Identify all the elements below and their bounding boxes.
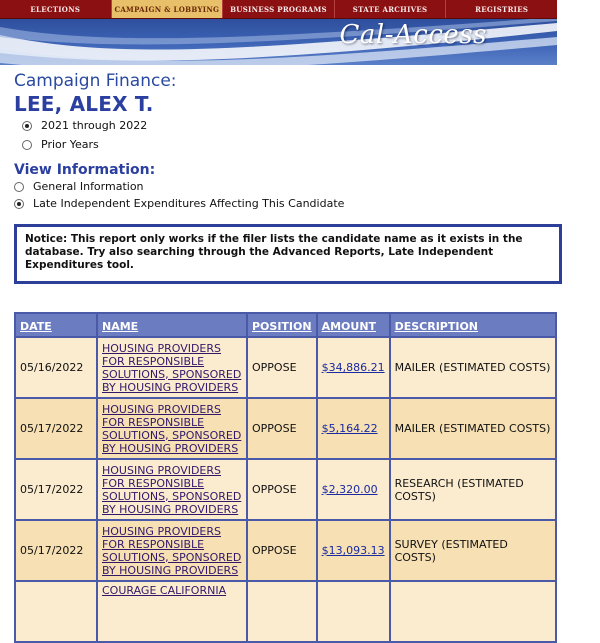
position-cell: OPPOSE [248, 460, 316, 519]
view-information-heading: View Information: [14, 162, 156, 178]
date-cell [16, 582, 96, 641]
amount-link[interactable]: $2,320.00 [321, 483, 378, 496]
table-row [16, 338, 555, 397]
amount-cell [318, 460, 389, 519]
amount-cell [318, 521, 389, 580]
table-row [16, 582, 555, 641]
expenditures-table [14, 312, 557, 643]
period-option-prior[interactable] [22, 135, 557, 154]
view-option-late-ie[interactable] [14, 195, 557, 212]
date-cell: 05/17/2022 [16, 399, 96, 458]
amount-cell [318, 399, 389, 458]
radio-icon[interactable] [14, 199, 24, 209]
period-label: Prior Years [41, 138, 99, 151]
description-cell: SURVEY (ESTIMATED COSTS) [391, 521, 555, 580]
view-selector [14, 178, 557, 212]
name-cell [98, 338, 246, 397]
name-cell [98, 399, 246, 458]
top-navigation [0, 0, 557, 19]
filer-name-link[interactable]: HOUSING PROVIDERS FOR RESPONSIBLE SOLUTIONS, SPONSORED BY HOUSING PROVIDERS [102, 463, 242, 516]
date-cell: 05/17/2022 [16, 521, 96, 580]
position-cell: OPPOSE [248, 399, 316, 458]
nav-tab-business-programs[interactable]: BUSINESS PROGRAMS [223, 0, 335, 18]
nav-tab-campaign-lobbying[interactable]: CAMPAIGN & LOBBYING [112, 0, 224, 18]
radio-icon[interactable] [22, 121, 32, 131]
candidate-name: LEE, ALEX T. [14, 92, 154, 116]
period-label: 2021 through 2022 [41, 119, 148, 132]
name-cell [98, 521, 246, 580]
table-header-row [16, 314, 555, 336]
date-cell: 05/16/2022 [16, 338, 96, 397]
column-header-name[interactable]: NAME [98, 314, 246, 336]
section-title: Campaign Finance: [14, 71, 177, 91]
description-cell: RESEARCH (ESTIMATED COSTS) [391, 460, 555, 519]
amount-link[interactable]: $13,093.13 [321, 544, 385, 557]
table-row [16, 399, 555, 458]
position-cell [248, 582, 316, 641]
view-option-general[interactable] [14, 178, 557, 195]
nav-tab-state-archives[interactable]: STATE ARCHIVES [335, 0, 447, 18]
filer-name-link[interactable]: COURAGE CALIFORNIA [102, 584, 227, 597]
view-option-label: General Information [33, 180, 144, 193]
table-row [16, 521, 555, 580]
filer-name-link[interactable]: HOUSING PROVIDERS FOR RESPONSIBLE SOLUTIONS, SPONSORED BY HOUSING PROVIDERS [102, 402, 242, 455]
amount-link[interactable]: $5,164.22 [321, 422, 378, 435]
column-header-description[interactable]: DESCRIPTION [391, 314, 555, 336]
period-selector [14, 116, 557, 154]
site-banner [0, 19, 557, 65]
amount-link[interactable]: $34,886.21 [321, 361, 385, 374]
column-header-amount[interactable]: AMOUNT [318, 314, 389, 336]
cal-access-logo[interactable]: Cal-Access [339, 20, 487, 50]
description-cell [391, 582, 555, 641]
column-header-position[interactable]: POSITION [248, 314, 316, 336]
table-row [16, 460, 555, 519]
nav-tab-elections[interactable]: ELECTIONS [0, 0, 112, 18]
column-header-date[interactable]: DATE [16, 314, 96, 336]
position-cell: OPPOSE [248, 338, 316, 397]
description-cell: MAILER (ESTIMATED COSTS) [391, 399, 555, 458]
view-option-label: Late Independent Expenditures Affecting This Candidate [33, 197, 345, 210]
period-option-current[interactable] [22, 116, 557, 135]
date-cell: 05/17/2022 [16, 460, 96, 519]
filer-name-link[interactable]: HOUSING PROVIDERS FOR RESPONSIBLE SOLUTIONS, SPONSORED BY HOUSING PROVIDERS [102, 524, 242, 577]
amount-cell [318, 338, 389, 397]
amount-cell [318, 582, 389, 641]
filer-name-link[interactable]: HOUSING PROVIDERS FOR RESPONSIBLE SOLUTIONS, SPONSORED BY HOUSING PROVIDERS [102, 341, 242, 394]
nav-tab-registries[interactable]: REGISTRIES [475, 4, 529, 14]
description-cell: MAILER (ESTIMATED COSTS) [391, 338, 555, 397]
radio-icon[interactable] [22, 140, 32, 150]
position-cell: OPPOSE [248, 521, 316, 580]
notice-box: Notice: This report only works if the filer lists the candidate name as it exists in the database. Try also searching through the Advanced Reports, Late Independent Expenditures tool. [14, 224, 562, 284]
main-content [14, 69, 557, 284]
radio-icon[interactable] [14, 182, 24, 192]
name-cell [98, 460, 246, 519]
name-cell [98, 582, 246, 641]
